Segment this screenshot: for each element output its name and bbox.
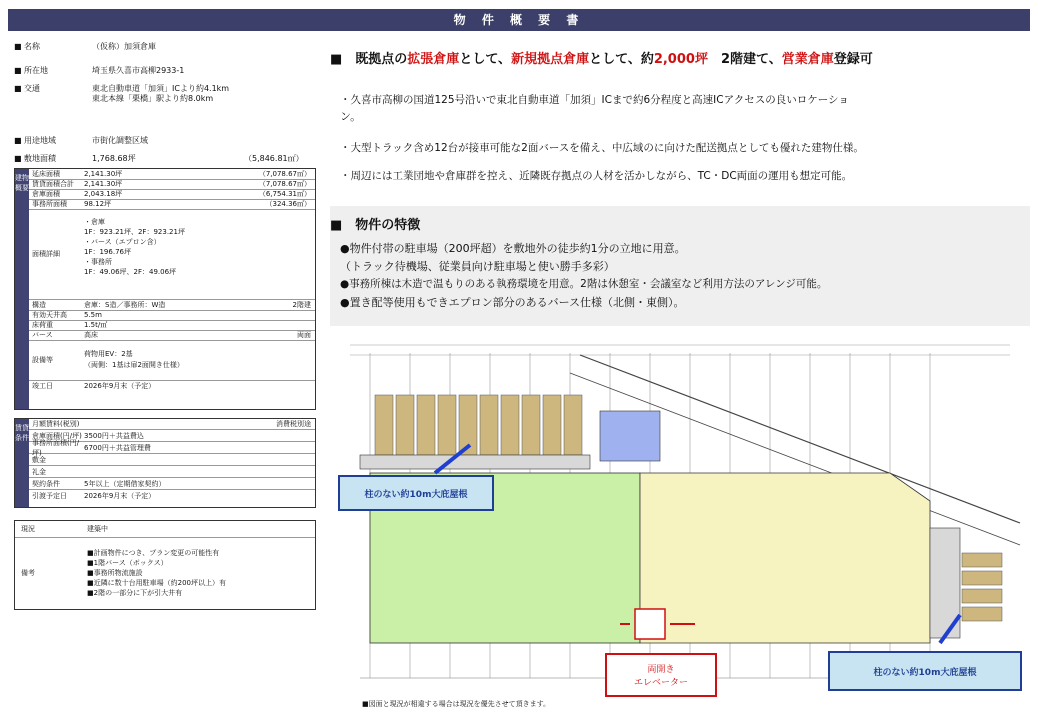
paragraph: ・大型トラック含め12台が接車可能な2面バースを備え、中広域のに向けた配送拠点としても優れた建物仕様。: [340, 142, 864, 154]
feature-item: ●事務所棟は木造で温もりのある執務環境を用意。2階は休憩室・会議室など利用方法のアレンジ可能。: [340, 278, 828, 290]
building-table: [14, 168, 316, 410]
land-row: ■ 敷地面積 1,768.68坪 （5,846.81㎡）: [14, 153, 304, 163]
paragraph: ・周辺には工業団地や倉庫群を控え、近隣既存拠点の人材を活かしながら、TC・DC両面の運用も想定可能。: [340, 170, 853, 182]
remarks-row: 備考 ■計画物件につき、プラン変更の可能性有 ■1階バース（ボックス） ■事務所物流施設 ■近隣に数十台用駐車場（約200坪以上）有 ■2階の一部分に下が引大井有: [21, 549, 226, 597]
features-title: ■ 物件の特徴: [330, 218, 421, 233]
table-row: 賃貸面積合計 2,141.30坪 （7,078.67㎡）: [29, 179, 315, 190]
table-row: 引渡予定日 2026年9月末（予定）: [32, 492, 156, 500]
feature-item: （トラック待機場、従業員向け駐車場と使い勝手多彩）: [340, 260, 615, 273]
zoning-row: ■ 用途地域 市街化調整区域: [14, 135, 148, 145]
headline: ■ 既拠点の拡張倉庫として、新規拠点倉庫として、約2,000坪 2階建て、営業倉庫登録可: [330, 52, 873, 67]
table-row: 竣工日 2026年9月末（予定）: [32, 382, 156, 390]
transport-row: ■ 交通 東北自動車道「加須」ICより約4.1km: [14, 83, 230, 93]
equipment-row: 設備等 荷物用EV：2基 （両側：1基は扉2面開き仕様）: [29, 340, 315, 381]
page-banner: 物 件 概 要 書: [8, 9, 1030, 31]
elevator-callout: 両開き エレベーター: [605, 653, 717, 697]
building-side-label: 建物概要: [15, 169, 29, 409]
remarks-table: [14, 520, 316, 610]
table-row: 契約条件 5年以上（定期借家契約）: [29, 479, 315, 490]
table-row: 倉庫面積 2,043.18坪 （6,754.31㎡）: [29, 189, 315, 200]
status-row: 現況 建築中: [15, 521, 315, 538]
features-box: [330, 206, 1030, 326]
area-detail-row: 面積詳細 ・倉庫 1F：923.21坪、2F：923.21坪 ・バース（エプロン含） 1F：196.76坪 ・事務所 1F：49.06坪、2F：49.06坪: [29, 209, 315, 300]
floor-plan-drawing: [330, 333, 1030, 703]
name-row: ■ 名称 （仮称）加須倉庫: [14, 41, 156, 51]
floor-plan: [330, 333, 1030, 703]
footnote: ■図面と現況が相違する場合は現況を優先させて頂きます。: [362, 700, 551, 708]
table-row: 月額賃料(税別) 消費税別途: [29, 419, 315, 430]
table-row: 有効天井高 5.5m: [29, 310, 315, 321]
table-row: 礼金: [29, 467, 315, 478]
table-row: 倉庫面積(円/坪) 3500円＋共益費込: [29, 431, 315, 442]
lease-side-label: 賃貸条件: [15, 419, 29, 507]
table-row: 構造 倉庫：S造／事務所：W造 2階建: [29, 300, 315, 311]
table-row: 事務所面積 98.12坪 （324.36㎡）: [29, 199, 315, 210]
canopy-callout: 柱のない約10m大庇屋根: [828, 651, 1022, 691]
table-row: 延床面積 2,141.30坪 （7,078.67㎡）: [29, 169, 315, 180]
transport-row-2: 東北本線「栗橋」駅より約8.0km: [92, 93, 214, 103]
canopy-callout: 柱のない約10m大庇屋根: [338, 475, 494, 511]
table-row: バース 高床 両面: [29, 330, 315, 341]
paragraph: ン。: [340, 110, 362, 123]
table-row: 事務所面積(円/坪) 6700円＋共益管理費: [29, 443, 315, 454]
feature-item: ●置き配等使用もできエプロン部分のあるバース仕様（北側・東側）。: [340, 296, 685, 309]
table-row: 床荷重 1.5t/㎡: [29, 320, 315, 331]
address-row: ■ 所在地 埼玉県久喜市高柳2933-1: [14, 65, 185, 75]
table-row: 敷金: [29, 455, 315, 466]
paragraph: ・久喜市高柳の国道125号沿いで東北自動車道「加須」ICまで約6分程度と高速ICアクセスの良いロケーショ: [340, 94, 849, 106]
feature-item: ●物件付帯の駐車場（200坪超）を敷地外の徒歩約1分の立地に用意。: [340, 242, 686, 255]
lease-table: [14, 418, 316, 508]
